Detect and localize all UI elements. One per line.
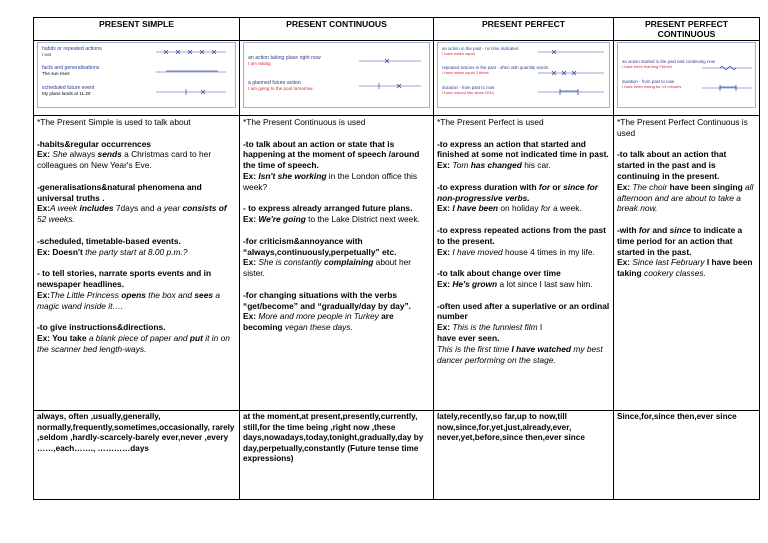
time-words-continuous: at the moment,at present,presently,currently, still,for the time being ,right now ,these days,nowadays,today,tonight,gradually,day by day,perpetually,constantly (Future tense time expressions) <box>240 411 434 500</box>
diagram-example: I have been eating for 13 minutes <box>622 84 682 89</box>
usage-present-perfect <box>434 116 614 411</box>
timeline-facts <box>156 69 226 75</box>
usage-heading: -habits&regular occurrences <box>37 138 152 149</box>
usage-finished <box>437 139 610 171</box>
diagram-item <box>42 46 102 58</box>
example-text: Ex: Isn't she working in the London office this week? <box>243 170 418 192</box>
diagram-item <box>442 65 548 75</box>
time-words-perfect: lately,recently,so far,up to now,till now,since,for,yet,just,already,ever, never,yet,before,since then,ever since <box>434 411 614 500</box>
diagram-label: scheduled future event <box>42 85 95 91</box>
usage-present-perfect-continuous <box>614 116 760 411</box>
timeline-diagram-perfect-continuous <box>617 42 756 108</box>
usage-now <box>243 139 430 193</box>
example-text: Ex: He's grown a lot since I last saw him. <box>437 278 593 289</box>
usage-present-simple <box>34 116 240 411</box>
usage-heading: -to express duration with for or since for non-progressive verbs. <box>437 181 599 203</box>
example-text: Ex: More and more people in Turkey are becoming vegan these days. <box>243 311 394 333</box>
timeline-now <box>359 58 421 64</box>
usage-row <box>34 116 760 411</box>
timeline-diagram-continuous <box>243 42 430 108</box>
timeline-duration-past <box>538 89 604 95</box>
usage-heading: -to talk about an action that started in the past and is continuing in the present. <box>617 149 727 181</box>
diagram-example: I eat <box>42 52 51 57</box>
usage-scheduled <box>37 236 236 258</box>
diagram-example: I have eaten squid <box>442 51 475 56</box>
usage-duration <box>437 182 610 214</box>
timeline-diagram-perfect <box>437 42 610 108</box>
diagram-label: a planned future action <box>248 80 301 86</box>
timeline-diagram-simple <box>37 42 236 108</box>
time-words-row <box>34 411 760 500</box>
timeline-repeated <box>156 49 226 55</box>
timeline-repeated-past <box>538 70 604 76</box>
example-text: Ex: Tom has changed his car. <box>437 160 551 171</box>
usage-heading: -to express an action that started and finished at some not indicated time in past. <box>437 138 609 160</box>
diagram-item <box>42 65 99 77</box>
diagram-item <box>442 46 518 56</box>
diagram-cell-continuous <box>240 41 434 116</box>
usage-criticism <box>243 236 430 279</box>
timeline-ongoing <box>702 65 752 71</box>
header-present-continuous: PRESENT CONTINUOUS <box>240 18 434 41</box>
usage-present-continuous <box>240 116 434 411</box>
time-words-perfect-continuous: Since,for,since then,ever since <box>614 411 760 500</box>
diagram-example: I am going to the pool tomorrow <box>248 86 313 91</box>
diagram-label: duration - from past to now <box>622 79 675 84</box>
example-text: Ex: I have moved house 4 times in my life. <box>437 246 595 257</box>
usage-heading: -to talk about an action or state that is happening at the moment of speech /around the time of speech. <box>243 138 420 171</box>
timeline-duration-ongoing <box>702 85 752 91</box>
example-text: Ex: Doesn't the party start at 8.00 p.m.? <box>37 246 188 257</box>
intro-text: *The Present Continuous is used <box>243 117 366 127</box>
diagram-label: facts and generalisations <box>42 65 100 71</box>
usage-time-period <box>617 225 756 279</box>
diagram-cell-simple <box>34 41 240 116</box>
usage-heading: -for changing situations with the verbs “get/become” and “gradually/day by day”. <box>243 289 412 311</box>
usage-heading: - to tell stories, narrate sports events and in newspaper headlines. <box>37 268 212 289</box>
usage-ongoing <box>617 149 756 214</box>
example-text: Ex:The Little Princess opens the box and sees a magic wand inside it…. <box>37 289 221 311</box>
header-present-perfect: PRESENT PERFECT <box>434 18 614 41</box>
diagram-item <box>622 79 681 89</box>
diagram-cell-perfect <box>434 41 614 116</box>
diagram-label: an action taking place right now <box>248 55 321 61</box>
intro-text: *The Present Simple is used to talk about <box>37 117 191 127</box>
diagram-example: The sun rises <box>42 71 70 76</box>
example-text: Ex:A week includes 7days and a year consists of 52 weeks. <box>37 203 227 225</box>
usage-heading: -for criticism&annoyance with “always,continuously,perpetually” etc. <box>243 235 397 257</box>
usage-generalisations <box>37 182 236 225</box>
intro-text: *The Present Perfect Continuous is used <box>617 117 748 138</box>
diagram-item <box>442 85 494 95</box>
header-row <box>34 18 760 41</box>
example-text: Ex: We're going to the Lake District next week. <box>243 214 420 225</box>
diagram-example: I have been learning French <box>622 64 672 69</box>
diagram-example: I have eaten squid 3 times <box>442 70 489 75</box>
example-text: Ex: I have been on holiday for a week. <box>437 203 582 214</box>
diagram-label: duration - from past to now <box>442 85 495 90</box>
diagram-example: I have owned him since 2010 <box>442 90 494 95</box>
usage-changing <box>243 290 430 333</box>
timeline-past-action <box>538 49 604 55</box>
usage-heading: -scheduled, timetable-based events. <box>37 235 181 246</box>
diagram-label: an action started in the past and continuing now <box>622 59 715 64</box>
usage-heading: -generalisations&natural phenomena and universal truths . <box>37 181 202 203</box>
diagram-cell-perfect-continuous <box>614 41 760 116</box>
diagram-label: habits or repeated actions <box>42 46 102 52</box>
usage-instructions <box>37 322 236 354</box>
tense-table <box>33 17 760 500</box>
usage-change <box>437 268 610 290</box>
header-present-simple: PRESENT SIMPLE <box>34 18 240 41</box>
diagram-example: I am eating <box>248 61 271 66</box>
example-text: Ex: The choir have been singing all afternoon and are about to take a break now. <box>617 181 754 214</box>
example-text: Ex: This is the funniest film I have ever seen. This is the first time I have watched my best dancer performing on the stage. <box>437 322 603 365</box>
timeline-scheduled <box>156 89 226 95</box>
usage-heading: -to talk about change over time <box>437 268 561 279</box>
intro-text: *The Present Perfect is used <box>437 117 544 127</box>
example-text: Ex: She is constantly complaining about her sister. <box>243 257 412 279</box>
usage-superlative <box>437 301 610 366</box>
diagram-example: My plane lands at 11.20 <box>42 91 91 96</box>
diagram-label: repeated actions in the past - often with quantity words <box>442 65 549 70</box>
usage-heading: -to express repeated actions from the past to the present. <box>437 224 606 246</box>
usage-heading: -often used after a superlative or an ordinal number <box>437 300 610 322</box>
usage-habits <box>37 139 236 171</box>
example-text: Ex: You take a blank piece of paper and put it in on the scanner bed length-ways. <box>37 332 230 354</box>
diagram-label: an action in the past - no time indicated <box>442 46 519 51</box>
diagram-item <box>248 55 321 67</box>
usage-heading: -to give instructions&directions. <box>37 322 166 333</box>
usage-heading: - to express already arranged future plans. <box>243 203 413 214</box>
example-text: Ex: Since last February I have been taking cookery classes. <box>617 257 753 279</box>
header-present-perfect-continuous: PRESENT PERFECT CONTINUOUS <box>614 18 760 41</box>
diagram-item <box>42 85 95 97</box>
usage-repeated <box>437 225 610 257</box>
usage-heading: -with for and since to indicate a time period for an action that started in the past. <box>617 224 743 257</box>
diagram-item <box>248 80 313 92</box>
usage-stories <box>37 268 236 311</box>
diagram-row <box>34 41 760 116</box>
example-text: Ex: She always sends a Christmas card to her colleagues on New Year's Eve. <box>37 149 212 171</box>
usage-plans <box>243 203 430 225</box>
time-words-simple: always, often ,usually,generally, normally,frequently,sometimes,occasionally, rarely ,seldom ,hardly-scarcely-barely ever,never ,every ……,each……., …………days <box>34 411 240 500</box>
timeline-planned <box>359 83 421 89</box>
